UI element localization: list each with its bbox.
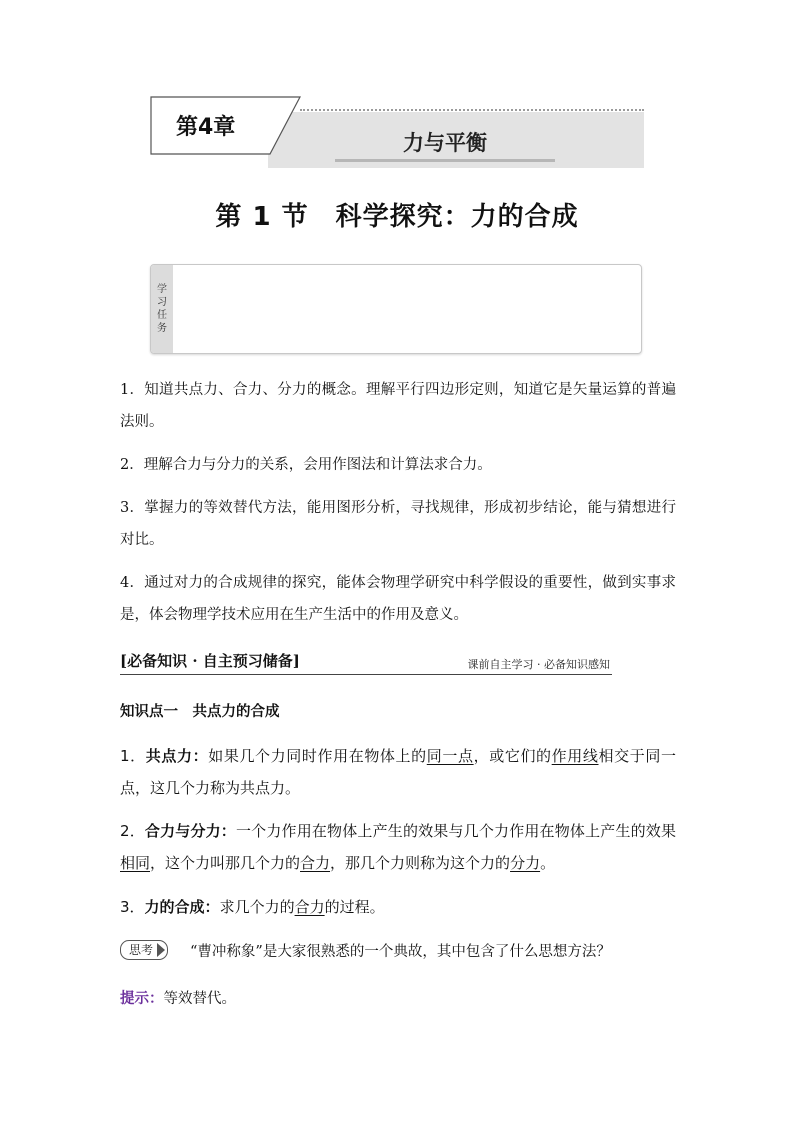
section-title: 第 1 节 科学探究：力的合成 bbox=[215, 202, 579, 232]
banner-dotted-line bbox=[300, 109, 644, 111]
underlined-answer: 合力 bbox=[300, 854, 331, 872]
item-number: 3． bbox=[120, 898, 145, 916]
item-text: 相交于同一点，这几个力称为共点力。 bbox=[120, 747, 676, 797]
chapter-title-underline bbox=[335, 159, 555, 162]
think-tag: 思考 bbox=[120, 940, 168, 960]
item-common-point-force bbox=[120, 740, 676, 804]
item-number: 1． bbox=[120, 747, 146, 765]
chapter-tab bbox=[150, 96, 298, 154]
item-term: 合力与分力： bbox=[144, 822, 236, 840]
knowledge-header-title: [必备知识 · 自主预习储备] bbox=[120, 652, 300, 670]
objective-3: 3．掌握力的等效替代方法，能用图形分析，寻找规律，形成初步结论，能与猜想进行对比。 bbox=[120, 500, 676, 548]
objective-4: 4．通过对力的合成规律的探究，能体会物理学研究中科学假设的重要性，做到实事求是，体会物理学技术应用在生产生活中的作用及意义。 bbox=[120, 575, 676, 623]
chapter-banner bbox=[150, 96, 644, 174]
objective-2: 2．理解合力与分力的关系，会用作图法和计算法求合力。 bbox=[120, 457, 492, 473]
underlined-answer: 同一点 bbox=[426, 747, 474, 765]
item-term: 力的合成： bbox=[144, 898, 220, 916]
knowledge-point-title: 知识点一 共点力的合成 bbox=[120, 704, 280, 720]
item-text: 。 bbox=[540, 854, 556, 872]
knowledge-header-subtitle: 课前自主学习 · 必备知识感知 bbox=[467, 658, 610, 671]
underlined-answer: 作用线 bbox=[551, 747, 599, 765]
item-text: ，或它们的 bbox=[473, 747, 552, 765]
task-side-bar bbox=[151, 265, 173, 353]
hint-text: 等效替代。 bbox=[163, 991, 236, 1007]
item-resultant-component bbox=[120, 815, 676, 879]
item-text: 一个力作用在物体上产生的效果与几个力作用在物体上产生的效果 bbox=[235, 822, 676, 840]
item-term: 共点力： bbox=[145, 747, 209, 765]
knowledge-header bbox=[120, 650, 612, 675]
think-arrow-icon bbox=[157, 943, 165, 957]
item-text: 求几个力的 bbox=[219, 898, 295, 916]
item-number: 2． bbox=[120, 822, 145, 840]
learning-task-box bbox=[150, 264, 642, 354]
hint bbox=[120, 987, 236, 1008]
task-label: 学习任务 bbox=[157, 284, 167, 334]
chapter-number: 第4章 bbox=[176, 115, 236, 140]
item-text: 如果几个力同时作用在物体上的 bbox=[208, 747, 427, 765]
item-text: ，那几个力则称为这个力的 bbox=[330, 854, 511, 872]
underlined-answer: 合力 bbox=[294, 898, 325, 916]
think-question: “曹冲称象”是大家很熟悉的一个典故，其中包含了什么思想方法？ bbox=[190, 944, 611, 960]
item-text: 的过程。 bbox=[324, 898, 385, 916]
chapter-title: 力与平衡 bbox=[403, 131, 487, 155]
underlined-answer: 分力 bbox=[510, 854, 541, 872]
objective-1: 1．知道共点力、合力、分力的概念。理解平行四边形定则，知道它是矢量运算的普遍法则。 bbox=[120, 382, 676, 430]
underlined-answer: 相同 bbox=[120, 854, 151, 872]
hint-label: 提示： bbox=[120, 991, 164, 1007]
item-force-composition bbox=[120, 891, 676, 923]
item-text: ，这个力叫那几个力的 bbox=[150, 854, 301, 872]
